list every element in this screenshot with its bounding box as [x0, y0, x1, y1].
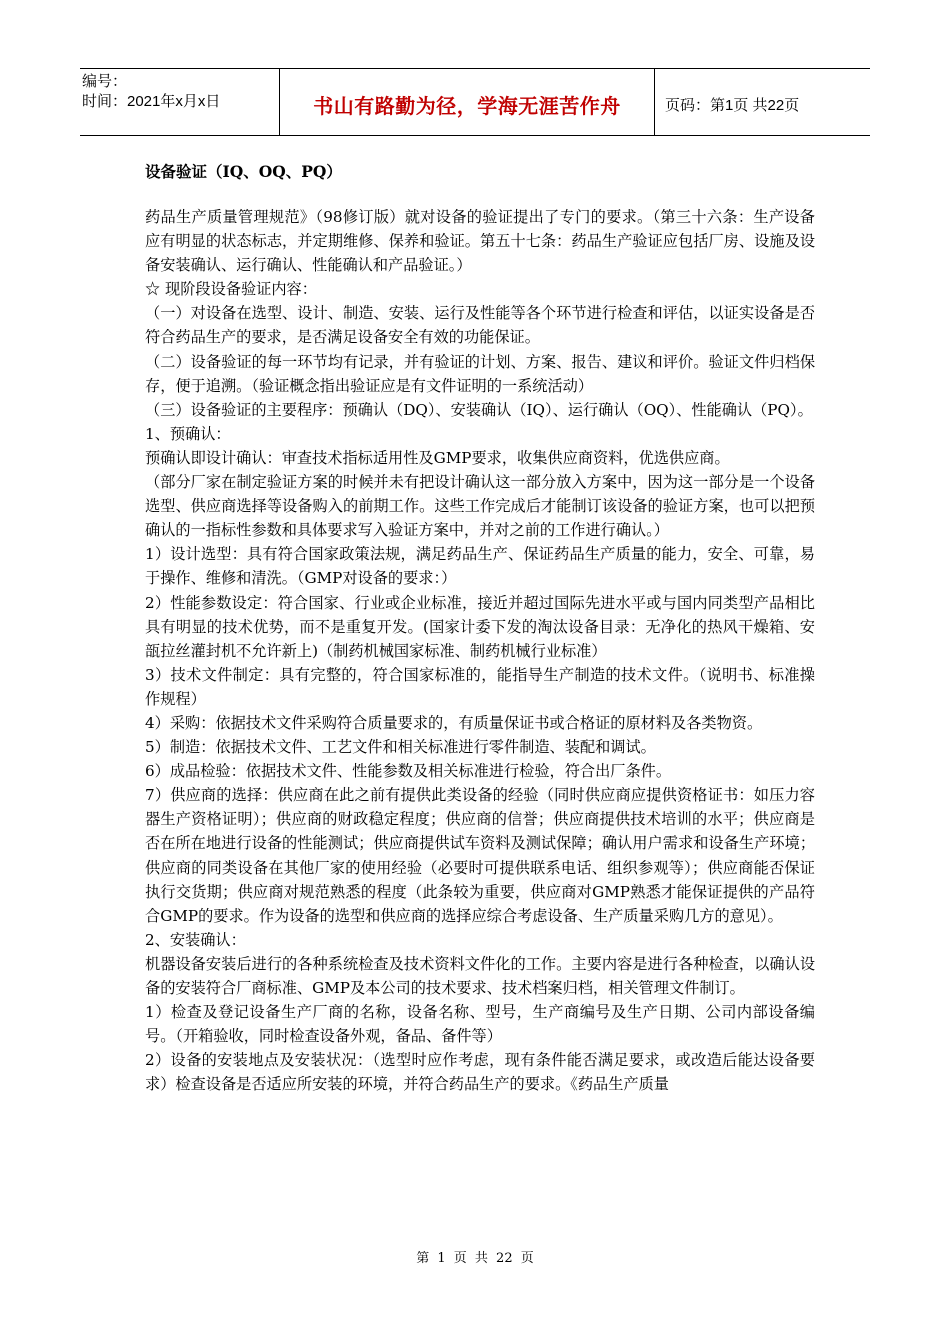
paragraph: ☆ 现阶段设备验证内容：	[145, 280, 317, 299]
paragraph: 4）采购：依据技术文件采购符合质量要求的，有质量保证书或合格证的原材料及各类物资。	[145, 713, 763, 732]
header-motto: 书山有路勤为径，学海无涯苦作舟	[280, 69, 655, 135]
paragraph: （三）设备验证的主要程序：预确认（DQ）、安装确认（IQ）、运行确认（OQ）、性能确认（PQ）。	[145, 400, 813, 419]
paragraph: 1、预确认：	[145, 424, 231, 443]
paragraph: 机器设备安装后进行的各种系统检查及技术资料文件化的工作。主要内容是进行各种检查，以确认设备的安装符合厂商标准、GMP及本公司的技术要求、技术档案归档，相关管理文件制订。	[145, 954, 815, 997]
document-number-label: 编号：	[82, 73, 128, 90]
paragraph: （部分厂家在制定验证方案的时候并未有把设计确认这一部分放入方案中，因为这一部分是一个设备选型、供应商选择等设备购入的前期工作。这些工作完成后才能制订该设备的验证方案，也可以把预确认的一指标性参数和具体要求写入验证方案中，并对之前的工作进行确认。）	[145, 473, 815, 540]
header-page-info: 页码：第1页 共22页	[665, 96, 800, 114]
paragraph: 2、安装确认：	[145, 930, 246, 949]
document-title: 设备验证（IQ、OQ、PQ）	[145, 162, 342, 181]
document-body	[145, 205, 815, 1096]
document-date-label: 时间：2021年x月x日	[82, 93, 221, 110]
paragraph: 5）制造：依据技术文件、工艺文件和相关标准进行零件制造、装配和调试。	[145, 738, 656, 757]
paragraph: 2）性能参数设定：符合国家、行业或企业标准，接近并超过国际先进水平或与国内同类型产品相比具有明显的技术优势，而不是重复开发。(国家计委下发的淘汰设备目录：无净化的热风干燥箱、安瓿拉丝灌封机不允许新上)（制药机械国家标准、制药机械行业标准）	[145, 593, 815, 660]
header-meta	[80, 69, 280, 135]
page-header	[80, 68, 870, 136]
paragraph: 7）供应商的选择：供应商在此之前有提供此类设备的经验（同时供应商应提供资格证书：如压力容器生产资格证明）；供应商的财政稳定程度；供应商的信誉；供应商提供技术培训的水平；供应商是否在所在地进行设备的性能测试；供应商提供试车资料及测试保障；确认用户需求和设备生产环境；供应商的同类设备在其他厂家的使用经验（必要时可提供联系电话、组织参观等）；供应商能否保证执行交货期；供应商对规范熟悉的程度（此条较为重要，供应商对GMP熟悉才能保证提供的产品符合GMP的要求。作为设备的选型和供应商的选择应综合考虑设备、生产质量采购几方的意见）。	[145, 786, 815, 925]
paragraph: 3）技术文件制定：具有完整的，符合国家标准的，能指导生产制造的技术文件。（说明书、标准操作规程）	[145, 665, 815, 708]
paragraph: 6）成品检验：依据技术文件、性能参数及相关标准进行检验，符合出厂条件。	[145, 762, 672, 781]
paragraph: （二）设备验证的每一环节均有记录，并有验证的计划、方案、报告、建议和评价。验证文件归档保存，便于追溯。（验证概念指出验证应是有文件证明的一系统活动）	[145, 352, 815, 395]
paragraph: 1）检查及登记设备生产厂商的名称，设备名称、型号，生产商编号及生产日期、公司内部设备编号。（开箱验收，同时检查设备外观，备品、备件等）	[145, 1003, 815, 1046]
paragraph: 1）设计选型：具有符合国家政策法规，满足药品生产、保证药品生产质量的能力，安全、可靠，易于操作、维修和清洗。（GMP对设备的要求：）	[145, 545, 815, 588]
paragraph: 预确认即设计确认：审查技术指标适用性及GMP要求，收集供应商资料，优选供应商。	[145, 448, 730, 467]
paragraph: 药品生产质量管理规范》（98修订版）就对设备的验证提出了专门的要求。（第三十六条：生产设备应有明显的状态标志，并定期维修、保养和验证。第五十七条：药品生产验证应包括厂房、设施及设备安装确认、运行确认、性能确认和产品验证。）	[145, 208, 815, 275]
paragraph: （一）对设备在选型、设计、制造、安装、运行及性能等各个环节进行检查和评估，以证实设备是否符合药品生产的要求，是否满足设备安全有效的功能保证。	[145, 304, 815, 347]
page-footer: 第 1 页 共 22 页	[416, 1251, 534, 1266]
paragraph: 2）设备的安装地点及安装状况：（选型时应作考虑，现有条件能否满足要求，或改造后能达设备要求）检查设备是否适应所安装的环境，并符合药品生产的要求。《药品生产质量	[145, 1051, 815, 1094]
